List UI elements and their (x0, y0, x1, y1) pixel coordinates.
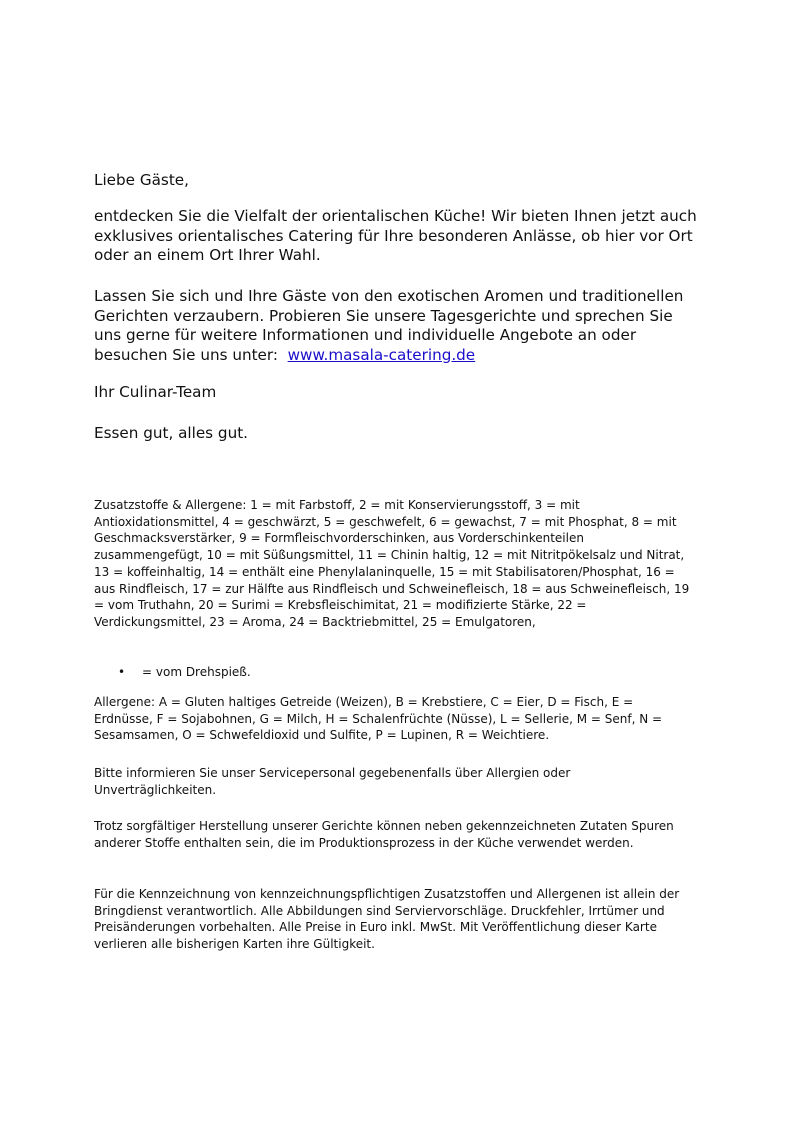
traces-paragraph: Trotz sorgfältiger Herstellung unserer Gerichte können neben gekennzeichneten Zutaten Spuren anderer Stoffe enthalten sein, die im Produktionsprozess in der Küche verwendet werden. (94, 819, 674, 850)
signature: Ihr Culinar-Team (94, 383, 217, 401)
intro-paragraph: entdecken Sie die Vielfalt der orientalischen Küche! Wir bieten Ihnen jetzt auch exklusives orientalisches Catering für Ihre besonderen Anlässe, ob hier vor Ort oder an einem Ort Ihrer Wahl. (94, 207, 697, 264)
service-paragraph: Bitte informieren Sie unser Servicepersonal gegebenenfalls über Allergien oder Unverträglichkeiten. (94, 766, 571, 797)
invite-text: Lassen Sie sich und Ihre Gäste von den exotischen Aromen und traditionellen Gerichten verzaubern. Probieren Sie unsere Tagesgerichte und sprechen Sie uns gerne für weitere Informationen und individuelle Angebote an oder besuchen Sie uns unter: (94, 287, 684, 364)
bullet-icon: • (118, 665, 126, 679)
website-link[interactable]: www.masala-catering.de (287, 345, 476, 364)
motto: Essen gut, alles gut. (94, 424, 248, 442)
greeting: Liebe Gäste, (94, 171, 189, 189)
invite-paragraph (94, 287, 704, 365)
allergens-paragraph: Allergene: A = Gluten haltiges Getreide (Weizen), B = Krebstiere, C = Eier, D = Fisch, E = Erdnüsse, F = Sojabohnen, G = Milch, H = Schalenfrüchte (Nüsse), L = Sellerie, M = Senf, N = Sesamsamen, O = Schwefeldioxid und Sulfite, P = Lupinen, R = Weichtiere. (94, 695, 663, 743)
legal-paragraph: Für die Kennzeichnung von kennzeichnungspflichtigen Zusatzstoffen und Allergenen ist allein der Bringdienst verantwortlich. Alle Abbildungen sind Serviervorschläge. Druckfehler, Irrtümer und Preisänderungen vorbehalten. Alle Preise in Euro inkl. MwSt. Mit Veröffentlichung dieser Karte verlieren alle bisherigen Karten ihre Gültigkeit. (94, 887, 680, 952)
bullet-text: = vom Drehspieß. (142, 665, 251, 679)
additives-paragraph: Zusatzstoffe & Allergene: 1 = mit Farbstoff, 2 = mit Konservierungsstoff, 3 = mit Antioxidationsmittel, 4 = geschwärzt, 5 = geschwefelt, 6 = gewachst, 7 = mit Phosphat, 8 = mit Geschmacksverstärker, 9 = Formfleischvorderschinken, aus Vorderschinkenteilen zusammengefügt, 10 = mit Süßungsmittel, 11 = Chinin haltig, 12 = mit Nitritpökelsalz und Nitrat, 13 = koffeinhaltig, 14 = enthält eine Phenylalaninquelle, 15 = mit Stabilisatoren/Phosphat, 16 = aus Rindfleisch, 17 = zur Hälfte aus Rindfleisch und Schweinefleisch, 18 = aus Schweinefleisch, 19 = vom Truthahn, 20 = Surimi = Krebsfleischimitat, 21 = modifizierte Stärke, 22 = Verdickungsmittel, 23 = Aroma, 24 = Backtriebmittel, 25 = Emulgatoren, (94, 498, 690, 629)
